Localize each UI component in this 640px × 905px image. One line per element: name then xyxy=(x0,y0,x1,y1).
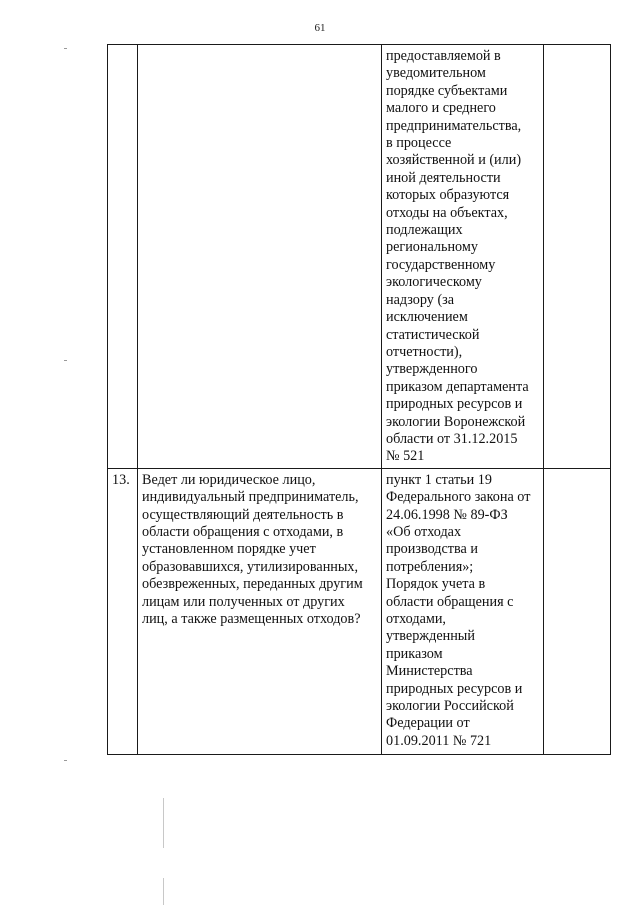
row-number-cell: 13. xyxy=(108,468,138,754)
table-row xyxy=(108,45,611,469)
page-number: 61 xyxy=(314,22,326,34)
scan-margin-line xyxy=(163,798,164,848)
inspection-checklist-table xyxy=(107,44,611,755)
scan-artifact xyxy=(64,48,67,49)
scan-artifact xyxy=(64,760,67,761)
answer-cell xyxy=(544,468,611,754)
scan-artifact xyxy=(64,360,67,361)
answer-cell xyxy=(544,45,611,469)
legal-reference-cell: пункт 1 статьи 19 Федерального закона от 24.06.1998 № 89-ФЗ «Об отходах производства и потребления»; Порядок учета в области обращения с отходами, утвержденный приказом Министерства природных ресурсов и экологии Российской Федерации от 01.09.2011 № 721 xyxy=(382,468,544,754)
question-cell: Ведет ли юридическое лицо, индивидуальный предприниматель, осуществляющий деятельность в области обращения с отходами, в установленном порядке учет образовавшихся, утилизированных, обезвреженных, переданных другим лицам или полученных от других лиц, а также размещенных отходов? xyxy=(138,468,382,754)
question-cell xyxy=(138,45,382,469)
scan-margin-line xyxy=(163,878,164,905)
table-row xyxy=(108,468,611,754)
row-number-cell xyxy=(108,45,138,469)
legal-reference-cell: предоставляемой в уведомительном порядке субъектами малого и среднего предпринимательства, в процессе хозяйственной и (или) иной деятельности которых образуются отходы на объектах, подлежащих региональному государственному экологическому надзору (за исключением статистической отчетности), утвержденного приказом департамента природных ресурсов и экологии Воронежской области от 31.12.2015 № 521 xyxy=(382,45,544,469)
